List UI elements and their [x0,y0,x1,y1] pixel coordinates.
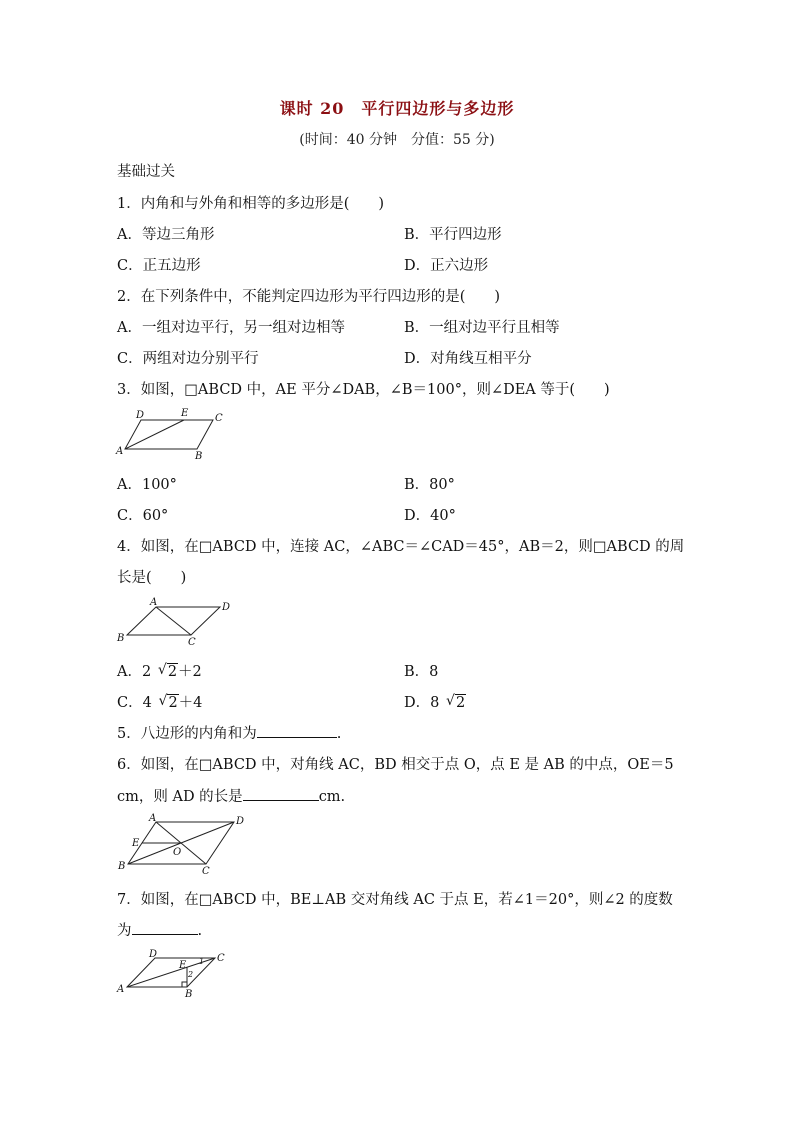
label-c: C [188,637,196,648]
question-3-option-d: D．40° [404,508,456,524]
question-1-option-b: B．平行四边形 [404,227,502,243]
label-angle-1: 1 [199,957,205,966]
label-a: A [150,597,158,608]
label-b: B [195,451,203,462]
answer-blank[interactable] [132,920,198,935]
question-2-option-a: A．一组对边平行，另一组对边相等 [117,320,345,336]
segment-ac [156,607,191,635]
answer-blank[interactable] [243,786,319,801]
sqrt-symbol: √ 2 [158,693,178,711]
right-angle-mark [182,982,187,987]
question-4-option-b: B．8 [404,664,439,680]
question-4-stem-line-2: 长是( ) [117,570,187,586]
question-3-option-b: B．80° [404,477,455,493]
label-c: C [215,413,223,424]
question-5-stem: 5．八边形的内角和为 . [117,722,341,743]
question-1-option-c: C．正五边形 [117,258,201,274]
question-2-option-c: C．两组对边分别平行 [117,351,259,367]
question-3-figure [115,405,230,460]
label-b: B [117,633,125,644]
label-c: C [202,866,210,877]
question-3-option-a: A．100° [117,477,177,493]
label-d: D [136,410,145,421]
label-a: A [149,813,157,824]
label-a: A [116,446,124,457]
label-angle-2: 2 [188,970,194,979]
question-2-option-b: B．一组对边平行且相等 [404,320,560,336]
time-score-info: (时间：40 分钟 分值：55 分) [299,132,495,148]
answer-blank[interactable] [257,723,337,738]
question-7-stem-line-2: 为 . [117,919,202,940]
question-6-figure [115,812,245,877]
label-a: A [117,984,125,995]
question-1-option-a: A．等边三角形 [117,227,215,243]
question-2-stem: 2．在下列条件中，不能判定四边形为平行四边形的是( ) [117,289,501,305]
label-d: D [149,949,158,960]
question-3-stem: 3．如图，□ABCD 中，AE 平分∠DAB，∠B＝100°，则∠DEA 等于( ) [117,382,610,398]
sqrt-symbol: √ 2 [445,693,466,711]
label-b: B [118,861,126,872]
label-e: E [181,408,189,419]
question-4-option-a: A．2 √ 2＋2 [117,662,202,680]
question-4-option-c: C．4 √ 2＋4 [117,693,203,711]
parallelogram-abcd [125,420,213,449]
question-6-stem-line-1: 6．如图，在□ABCD 中，对角线 AC，BD 相交于点 O，点 E 是 AB 的中点，OE＝5 [117,757,674,773]
question-1-stem: 1．内角和与外角和相等的多边形是( ) [117,196,385,212]
question-4-stem-line-1: 4．如图，在□ABCD 中，连接 AC，∠ABC＝∠CAD＝45°，AB＝2，则□ABCD 的周 [117,539,685,555]
label-d: D [236,816,245,827]
question-2-option-d: D．对角线互相平分 [404,351,532,367]
page-title: 课时 20 平行四边形与多边形 [279,99,515,118]
question-7-stem-line-1: 7．如图，在□ABCD 中，BE⊥AB 交对角线 AC 于点 E，若∠1＝20°，则∠2 的度数 [117,892,673,908]
question-4-figure [115,595,240,650]
label-e: E [132,838,140,849]
label-c: C [217,953,225,964]
question-3-option-c: C．60° [117,508,169,524]
question-6-stem-line-2: cm，则 AD 的长是 cm. [117,785,345,806]
section-heading: 基础过关 [117,164,175,180]
question-7-figure [115,946,240,1004]
label-b: B [185,989,193,1000]
segment-ae [125,420,184,449]
label-e: E [179,960,187,971]
label-d: D [222,602,231,613]
label-o: O [173,847,182,858]
question-4-option-d: D．8 √ 2 [404,693,466,711]
sqrt-symbol: √ 2 [157,662,178,680]
question-1-option-d: D．正六边形 [404,258,489,274]
